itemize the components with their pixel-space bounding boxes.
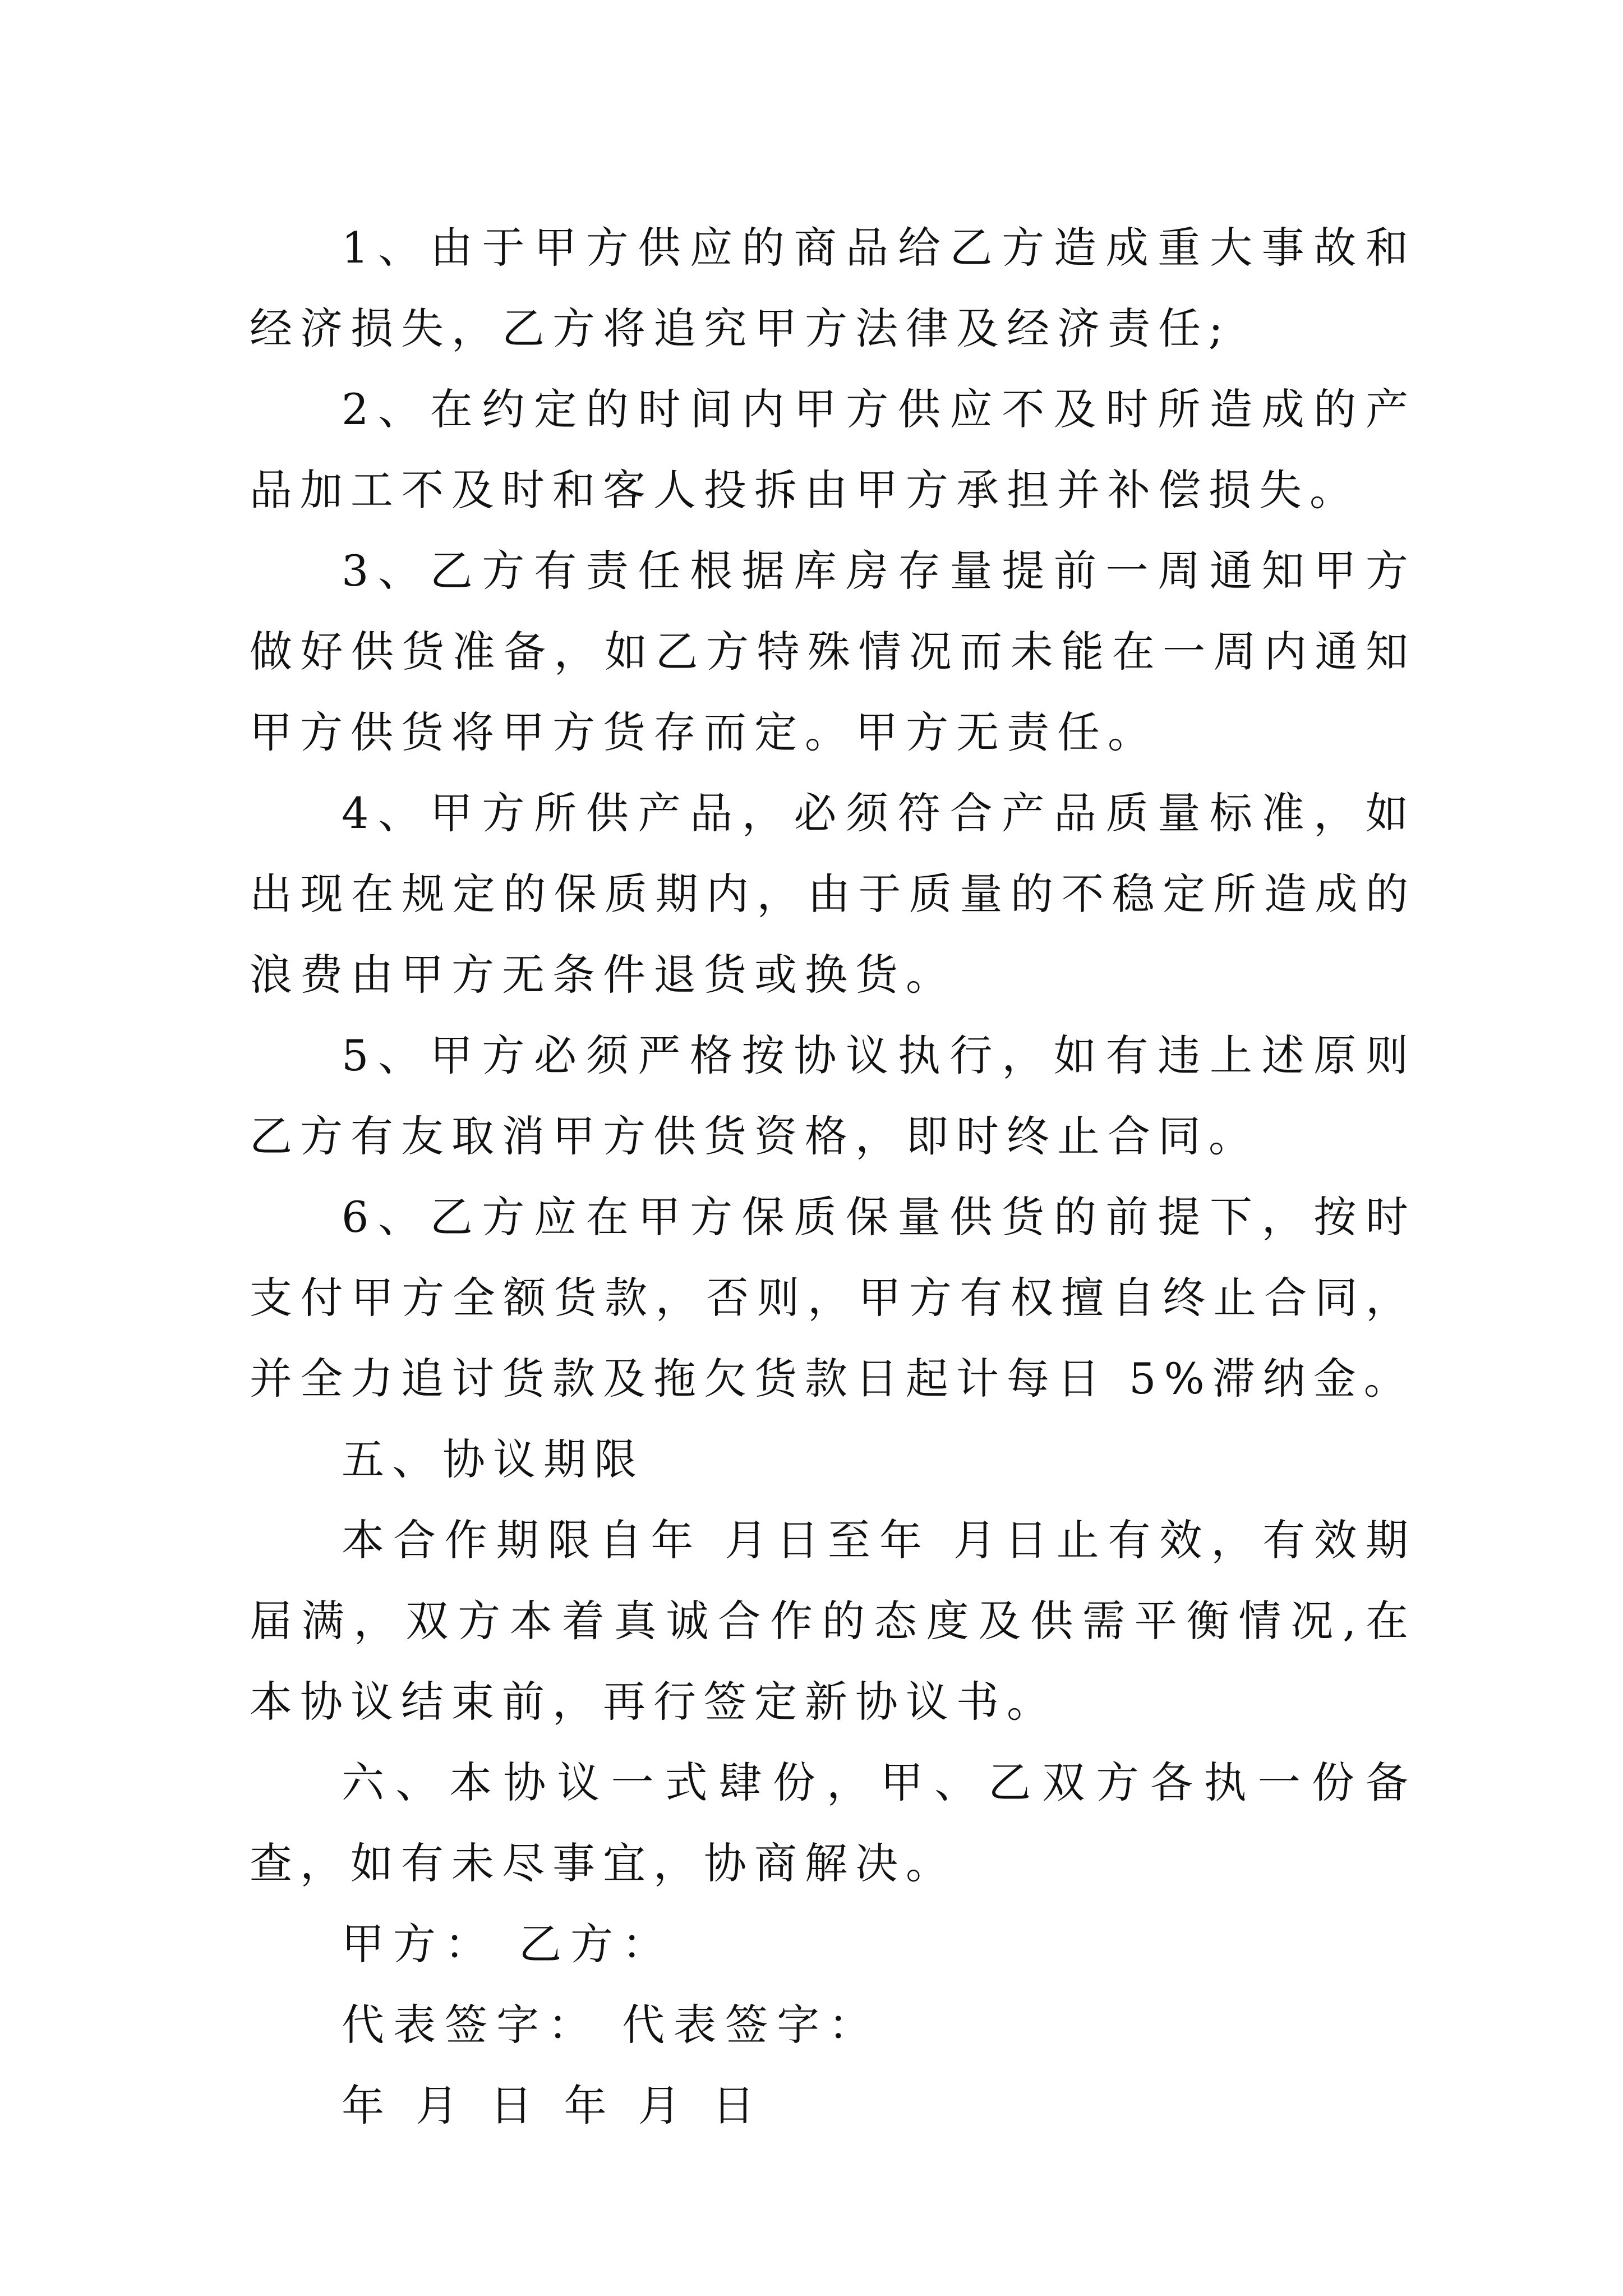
clause-6: 6、乙方应在甲方保质保量供货的前提下，按时支付甲方全额货款，否则，甲方有权擅自终止合同，并全力追讨货款及拖欠货款日起计每日 5%滞纳金。 <box>250 1192 1416 1404</box>
clause-5: 5、甲方必须严格按协议执行，如有违上述原则乙方有友取消甲方供货资格，即时终止合同。 <box>250 1030 1416 1161</box>
clause-4: 4、甲方所供产品，必须符合产品质量标准，如出现在规定的保质期内，由于质量的不稳定所造成的浪费由甲方无条件退货或换货。 <box>250 788 1416 1000</box>
clause-2: 2、在约定的时间内甲方供应不及时所造成的产品加工不及时和客人投拆由甲方承担并补偿损失。 <box>250 384 1416 515</box>
document-body <box>250 208 1416 2146</box>
signature-representatives-line: 代表签字： 代表签字： <box>342 2000 880 2050</box>
signature-dates-line: 年 月 日 年 月 日 <box>342 2081 764 2131</box>
signature-parties-line: 甲方： 乙方： <box>342 1919 674 1969</box>
section-heading-term: 五、协议期限 <box>342 1434 644 1484</box>
clause-1: 1、由于甲方供应的商品给乙方造成重大事故和经济损失，乙方将追究甲方法律及经济责任; <box>250 223 1416 353</box>
copies-paragraph: 六、本协议一式肆份，甲、乙双方各执一份备查，如有未尽事宜，协商解决。 <box>250 1757 1416 1888</box>
clause-3: 3、乙方有责任根据库房存量提前一周通知甲方做好供货准备，如乙方特殊情况而未能在一周内通知甲方供货将甲方货存而定。甲方无责任。 <box>250 546 1416 757</box>
term-paragraph: 本合作期限自年 月日至年 月日止有效，有效期届满，双方本着真诚合作的态度及供需平衡情况,在本协议结束前，再行签定新协议书。 <box>250 1515 1416 1727</box>
